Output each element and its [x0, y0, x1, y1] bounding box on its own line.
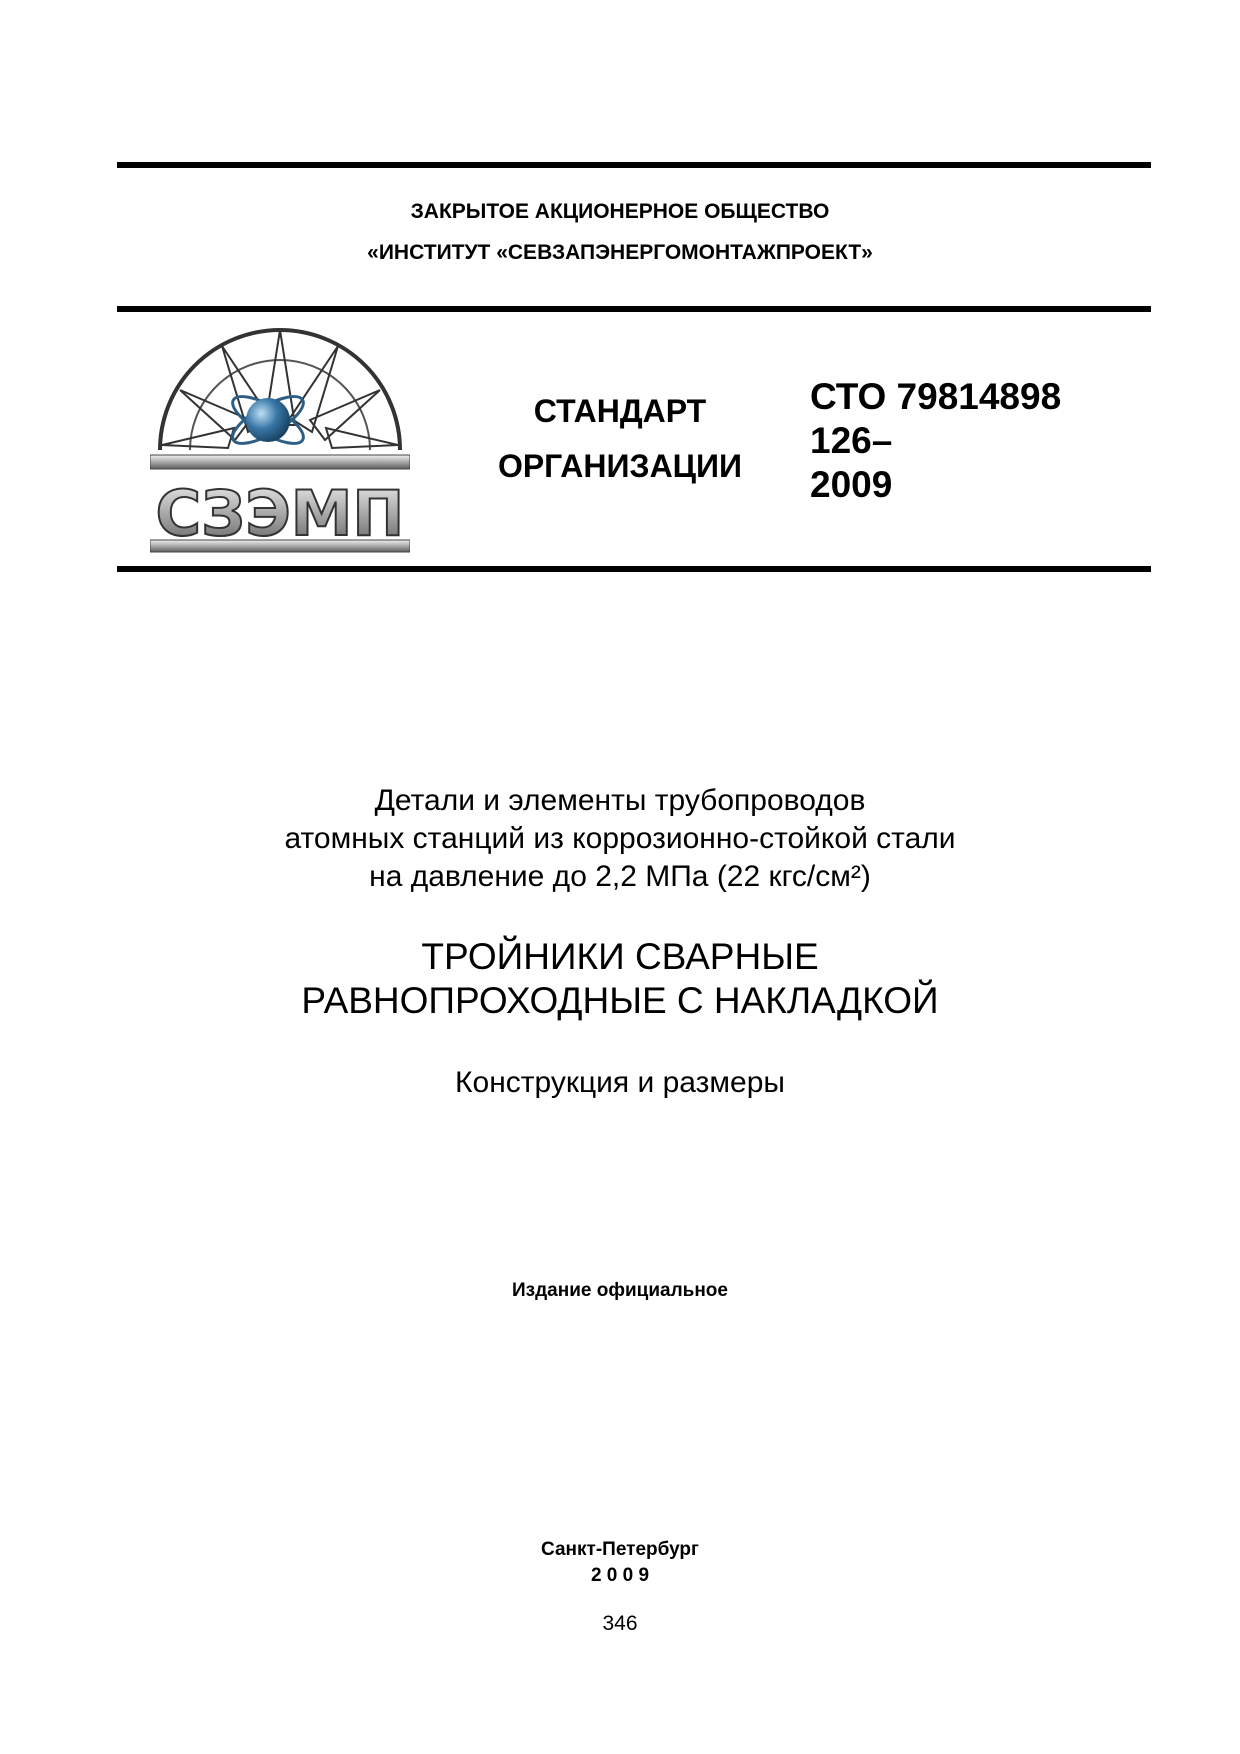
- description-line2: атомных станций из коррозионно-стойкой стали: [284, 822, 956, 855]
- top-rule: [117, 162, 1151, 168]
- org-name-line1: ЗАКРЫТОЕ АКЦИОНЕРНОЕ ОБЩЕСТВО: [410, 200, 830, 223]
- description-line3: на давление до 2,2 МПа (22 кгс/см²): [369, 860, 871, 893]
- footer-year: 2 0 0 9: [590, 1565, 650, 1586]
- footer-city: Санкт-Петербург: [541, 1539, 699, 1560]
- main-title-line1: ТРОЙНИКИ СВАРНЫЕ: [421, 936, 819, 977]
- edition-label: Издание официальное: [512, 1280, 728, 1301]
- standard-label-line1: СТАНДАРТ: [533, 393, 707, 429]
- subtitle: Конструкция и размеры: [455, 1066, 785, 1099]
- main-title-line2: РАВНОПРОХОДНЫЕ С НАКЛАДКОЙ: [301, 980, 939, 1021]
- header-rule: [117, 306, 1151, 312]
- standard-number-line2: 126–: [810, 420, 893, 461]
- standard-number-line1: СТО 79814898: [810, 376, 1062, 417]
- szemp-logo: [150, 320, 410, 560]
- standard-label-line2: ОРГАНИЗАЦИИ: [497, 448, 743, 484]
- description-line1: Детали и элементы трубопроводов: [374, 784, 866, 817]
- logo-text: СЗЭМП: [155, 477, 405, 550]
- page-number: 346: [602, 1612, 638, 1635]
- org-name-line2: «ИНСТИТУТ «СЕВЗАПЭНЕРГОМОНТАЖПРОЕКТ»: [367, 241, 873, 264]
- logo-rule: [117, 566, 1151, 572]
- standard-number-line3: 2009: [810, 464, 893, 505]
- logo-emblem: [150, 320, 410, 560]
